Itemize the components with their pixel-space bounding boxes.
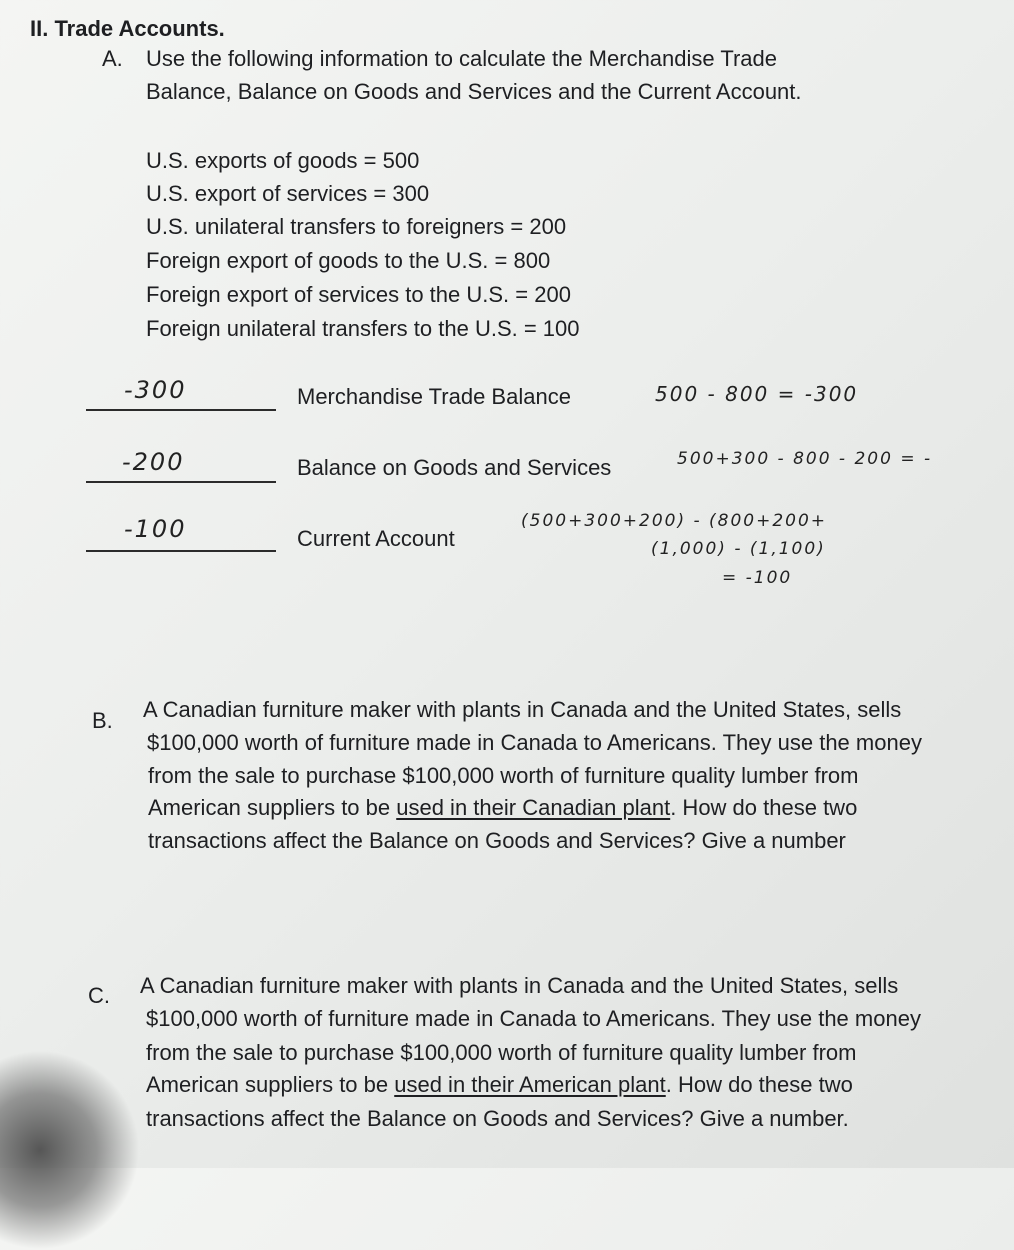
part-b-line-5: transactions affect the Balance on Goods and Services? Give a number	[148, 828, 846, 853]
merchandise-work: 500 - 800 = -300	[655, 382, 859, 406]
answer-blank-merchandise: -300	[124, 376, 187, 404]
current-account-work-1: (500+300+200) - (800+200+	[521, 511, 828, 531]
answer-line	[86, 409, 276, 411]
data-line: U.S. export of services = 300	[146, 181, 430, 206]
part-a-letter: A.	[102, 46, 123, 71]
answer-line	[86, 481, 276, 483]
part-b-line-2: $100,000 worth of furniture made in Canada to Americans. They use the money	[147, 730, 922, 755]
part-c-line-5: transactions affect the Balance on Goods and Services? Give a number.	[146, 1106, 849, 1131]
goods-services-work: 500+300 - 800 - 200 = -	[677, 449, 933, 469]
data-line: Foreign export of goods to the U.S. = 800	[146, 248, 551, 273]
part-b-letter: B.	[92, 708, 113, 733]
part-a-line-2: Balance, Balance on Goods and Services and the Current Account.	[146, 79, 802, 104]
part-c-line-1: A Canadian furniture maker with plants in Canada and the United States, sells	[140, 973, 899, 998]
part-c-line-3: from the sale to purchase $100,000 worth of furniture quality lumber from	[146, 1040, 857, 1065]
goods-services-label: Balance on Goods and Services	[297, 455, 612, 480]
merchandise-trade-label: Merchandise Trade Balance	[297, 384, 571, 409]
part-b-underlined-phrase: used in their Canadian plant	[396, 795, 671, 820]
part-c-line-2: $100,000 worth of furniture made in Canada to Americans. They use the money	[146, 1006, 921, 1031]
current-account-work-2: (1,000) - (1,100)	[651, 539, 826, 559]
part-a-line-1: Use the following information to calculate the Merchandise Trade	[146, 46, 778, 71]
part-b-line-4: American suppliers to be used in their Canadian plant. How do these two	[148, 795, 858, 820]
answer-blank-current-account: -100	[124, 515, 187, 543]
section-title: II. Trade Accounts.	[30, 16, 225, 41]
answer-blank-goods-services: -200	[122, 448, 185, 476]
answer-line	[86, 550, 276, 552]
data-line: U.S. unilateral transfers to foreigners = 200	[146, 214, 567, 239]
part-c-letter: C.	[88, 983, 110, 1008]
part-b-line-3: from the sale to purchase $100,000 worth of furniture quality lumber from	[148, 763, 859, 788]
finger-shadow	[0, 1050, 140, 1250]
current-account-work-3: = -100	[722, 568, 793, 588]
data-line: Foreign export of services to the U.S. = 200	[146, 282, 571, 307]
part-b-line-1: A Canadian furniture maker with plants in Canada and the United States, sells	[143, 697, 902, 722]
part-c-underlined-phrase: used in their American plant	[394, 1072, 666, 1097]
data-line: Foreign unilateral transfers to the U.S. = 100	[146, 316, 580, 341]
current-account-label: Current Account	[297, 526, 455, 551]
data-line: U.S. exports of goods = 500	[146, 148, 420, 173]
part-c-line-4: American suppliers to be used in their American plant. How do these two	[146, 1072, 853, 1097]
